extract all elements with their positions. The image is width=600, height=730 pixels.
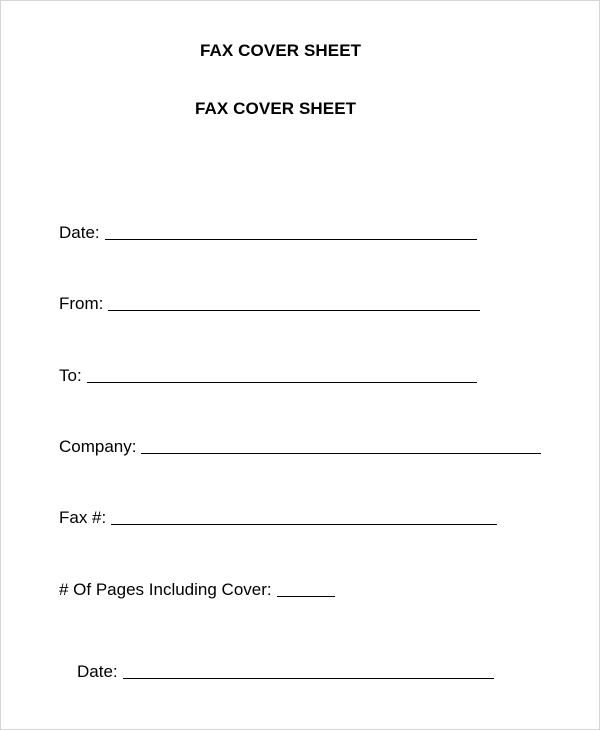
company-fill-line[interactable] (141, 439, 541, 454)
company-label: Company: (59, 437, 137, 456)
to-field-row (59, 366, 477, 386)
bottom-date-fill-line[interactable] (123, 664, 494, 679)
from-label: From: (59, 294, 104, 313)
document-subtitle: FAX COVER SHEET (195, 99, 357, 118)
date-fill-line[interactable] (105, 225, 477, 240)
bottom-date-field-row (77, 662, 494, 682)
page-count-label: # Of Pages Including Cover: (59, 580, 272, 599)
bottom-date-label: Date: (77, 662, 118, 681)
from-field-row (59, 294, 480, 314)
fax-number-label: Fax #: (59, 508, 107, 527)
fax-number-field-row (59, 508, 497, 528)
date-field-row (59, 223, 477, 243)
date-label: Date: (59, 223, 100, 242)
to-label: To: (59, 366, 82, 385)
company-field-row (59, 437, 541, 457)
page-count-field-row (59, 580, 335, 600)
from-fill-line[interactable] (108, 296, 480, 311)
document-title: FAX COVER SHEET (200, 41, 362, 60)
page-count-fill-line[interactable] (277, 582, 335, 597)
fax-number-fill-line[interactable] (111, 510, 497, 525)
to-fill-line[interactable] (87, 368, 477, 383)
